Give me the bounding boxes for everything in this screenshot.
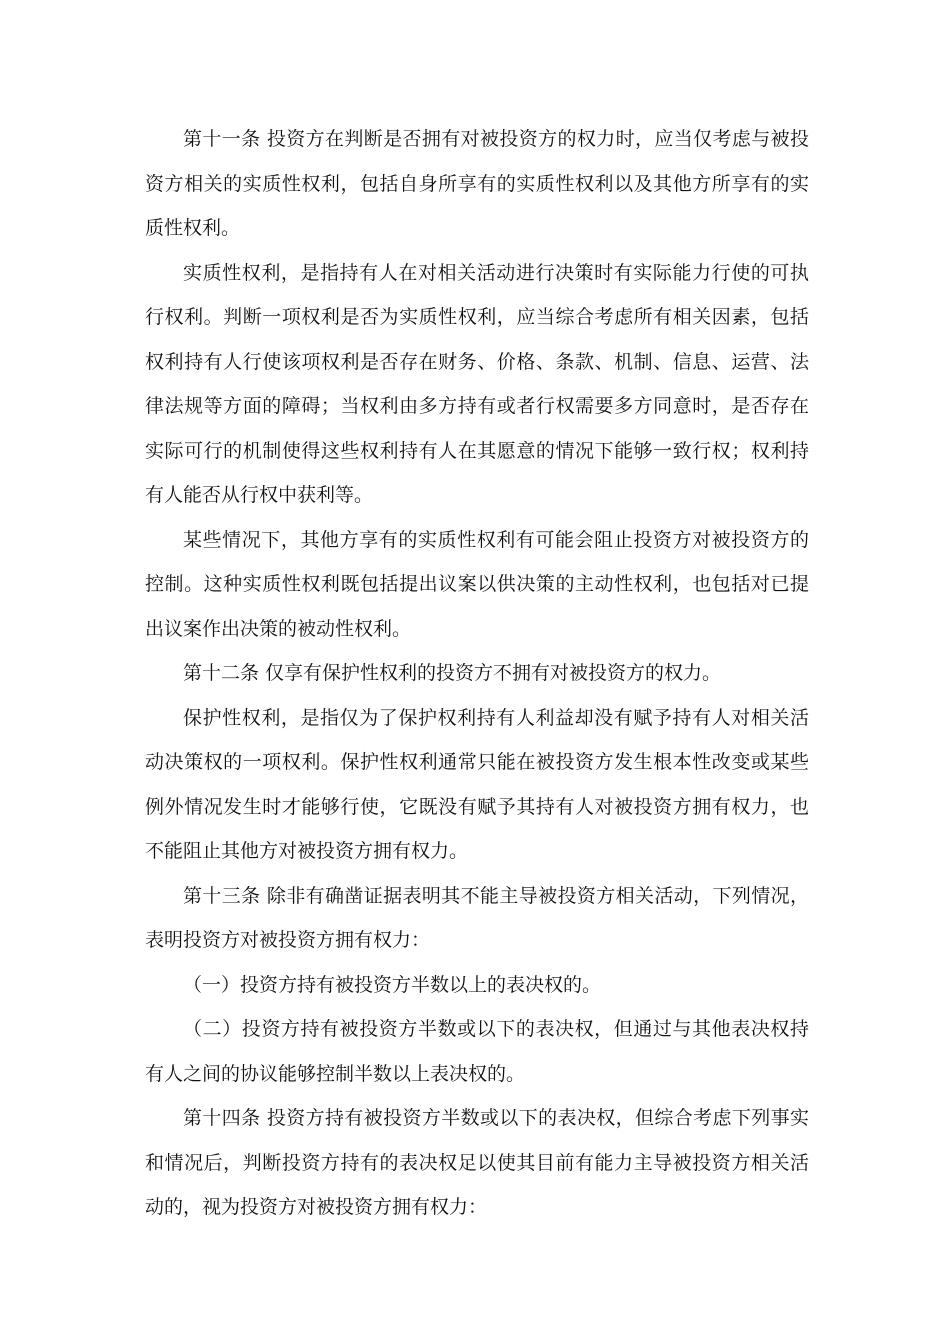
article-12-paragraph: 第十二条 仅享有保护性权利的投资方不拥有对被投资方的权力。 [183,662,722,684]
article-13-item-1: （一）投资方持有被投资方半数以上的表决权的。 [183,973,602,996]
article-13-item-2: （二）投资方持有被投资方半数或以下的表决权，但通过与其他表决权持有人之间的协议能够控制半数以上表决权的。 [145,1018,809,1085]
document-body [145,117,809,1230]
substantive-rights-paragraph: 实质性权利，是指持有人在对相关活动进行决策时有实际能力行使的可执行权利。判断一项权利是否为实质性权利，应当综合考虑所有相关因素，包括权利持有人行使该项权利是否存在财务、价格、条款、机制、信息、运营、法律法规等方面的障碍；当权利由多方持有或者行权需要多方同意时，是否存在实际可行的机制使得这些权利持有人在其愿意的情况下能够一致行权；权利持有人能否从行权中获利等。 [145,261,809,506]
article-14-paragraph: 第十四条 投资方持有被投资方半数或以下的表决权，但综合考虑下列事实和情况后，判断投资方持有的表决权足以使其目前有能力主导被投资方相关活动的，视为投资方对被投资方拥有权力： [145,1107,809,1218]
substantive-rights-blocking-paragraph: 某些情况下，其他方享有的实质性权利有可能会阻止投资方对被投资方的控制。这种实质性权利既包括提出议案以供决策的主动性权利，也包括对已提出议案作出决策的被动性权利。 [145,528,809,640]
protective-rights-paragraph: 保护性权利，是指仅为了保护权利持有人利益却没有赋予持有人对相关活动决策权的一项权利。保护性权利通常只能在被投资方发生根本性改变或某些例外情况发生时才能够行使，它既没有赋予其持有人对被投资方拥有权力，也不能阻止其他方对被投资方拥有权力。 [145,706,809,862]
article-11-paragraph: 第十一条 投资方在判断是否拥有对被投资方的权力时，应当仅考虑与被投资方相关的实质性权利，包括自身所享有的实质性权利以及其他方所享有的实质性权利。 [145,128,809,239]
article-13-paragraph: 第十三条 除非有确凿证据表明其不能主导被投资方相关活动，下列情况，表明投资方对被投资方拥有权力： [145,884,809,951]
